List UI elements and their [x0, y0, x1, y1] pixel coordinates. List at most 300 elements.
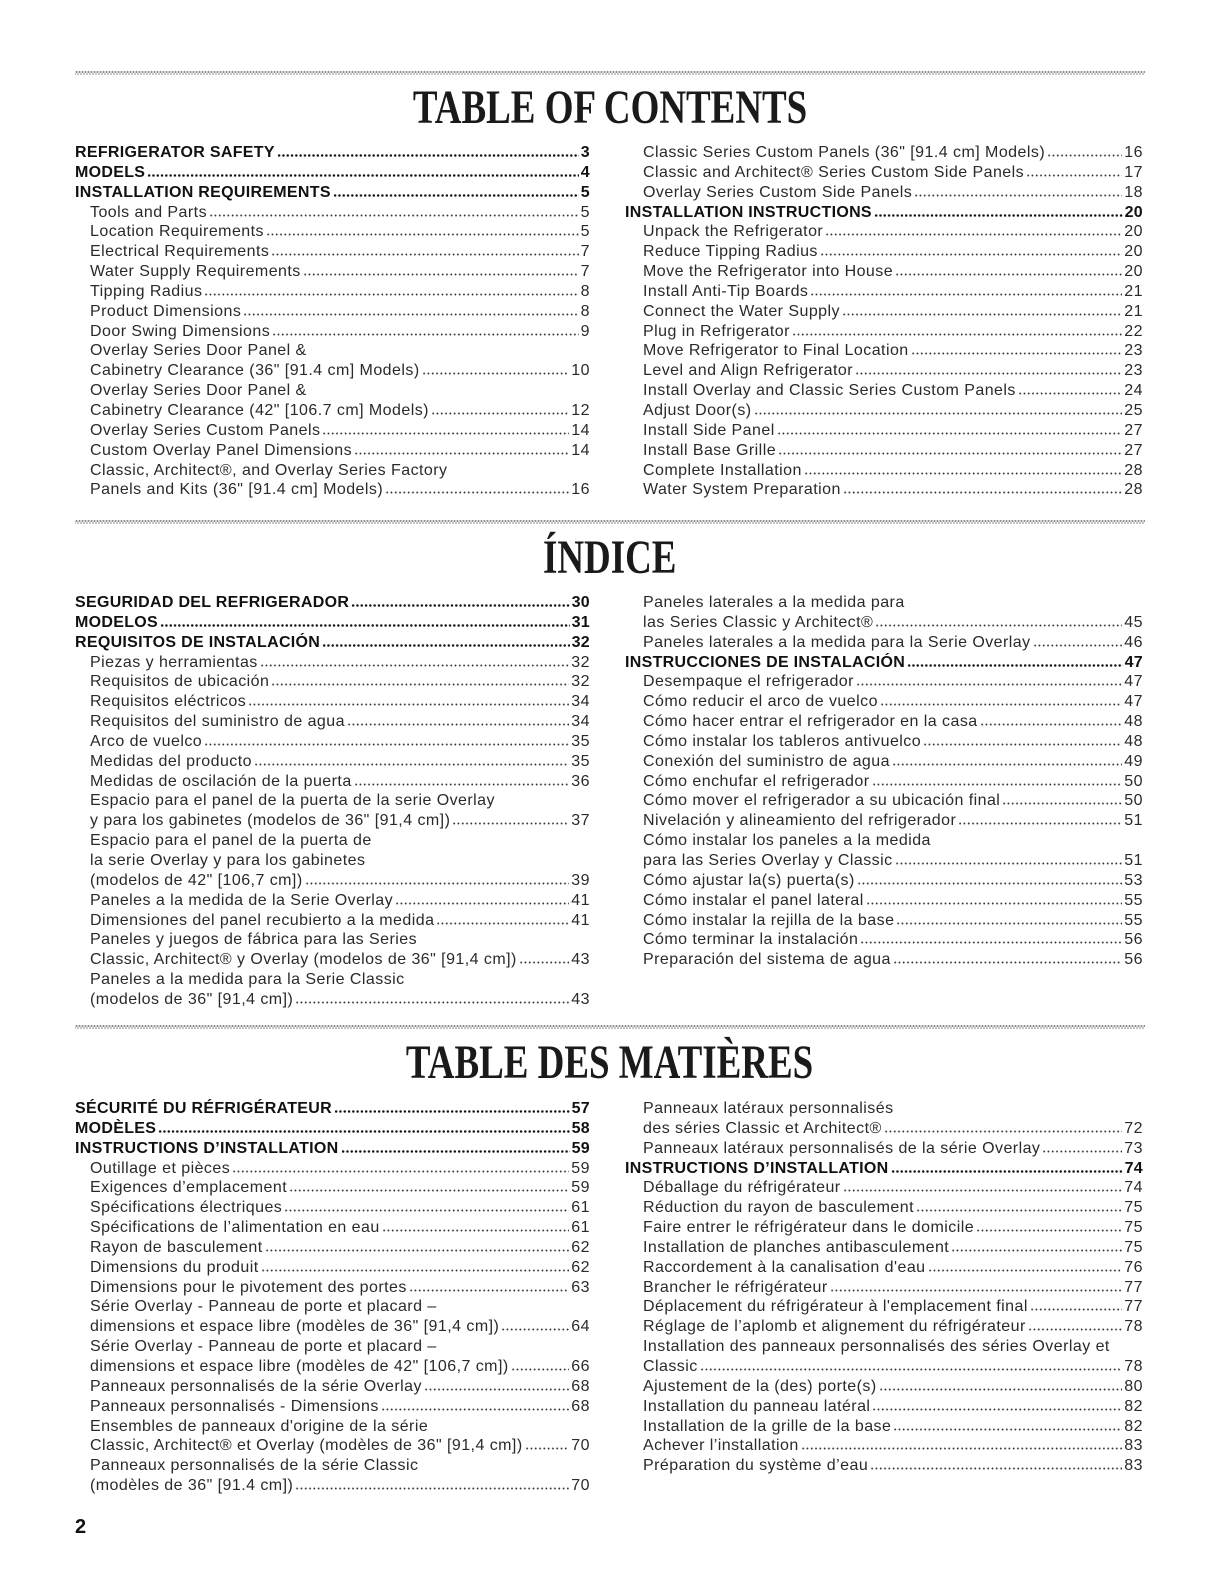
toc-line: [75, 970, 590, 990]
dot-leader: [381, 1408, 570, 1411]
toc-line: [75, 282, 590, 302]
page-reference: 16: [571, 481, 590, 499]
toc-entry: [75, 1218, 590, 1238]
toc-entry: [75, 1198, 590, 1218]
page-reference: 74: [1124, 1179, 1143, 1197]
page-reference: 21: [1124, 302, 1143, 320]
dot-leader: [1028, 1328, 1123, 1331]
page-reference: 41: [571, 891, 590, 909]
toc-line: [75, 381, 590, 401]
toc-title-spanish: [75, 531, 1145, 584]
page-reference: 75: [1124, 1199, 1143, 1217]
toc-line: [75, 203, 590, 223]
toc-entry: [625, 183, 1143, 203]
toc-line: [75, 1297, 590, 1317]
entry-label: Overlay Series Custom Panels: [90, 421, 321, 439]
dot-leader: [951, 1249, 1122, 1252]
page-reference: 50: [1124, 772, 1143, 790]
entry-label: Nivelación y alineamiento del refrigerador: [643, 812, 957, 830]
dot-leader: [895, 862, 1123, 865]
toc-line: [75, 613, 590, 633]
entry-label: Product Dimensions: [90, 302, 242, 320]
dot-leader: [147, 174, 579, 177]
page-reference: 17: [1124, 163, 1143, 181]
dot-leader: [341, 1150, 570, 1153]
toc-column-right: [625, 1099, 1143, 1476]
page-reference: 63: [571, 1278, 590, 1296]
page-reference: 45: [1124, 613, 1143, 631]
dot-leader: [777, 432, 1123, 435]
toc-line: [625, 143, 1143, 163]
toc-entry: [625, 1317, 1143, 1337]
page-reference: 48: [1124, 713, 1143, 731]
toc-entry: [625, 282, 1143, 302]
dot-leader: [980, 723, 1123, 726]
entry-label: Location Requirements: [90, 223, 264, 241]
dot-leader: [872, 1408, 1122, 1411]
toc-line: [75, 891, 590, 911]
toc-entry: [75, 341, 590, 381]
dot-leader: [1030, 1308, 1122, 1311]
entry-label: Cómo instalar la rejilla de la base: [643, 911, 895, 929]
toc-title-english: [75, 81, 1145, 134]
page-reference: 31: [571, 613, 590, 631]
page-reference: 59: [571, 1139, 590, 1157]
toc-line: [625, 672, 1143, 692]
entry-label: Overlay Series Door Panel &: [90, 342, 307, 360]
heading-label: INSTALLATION INSTRUCTIONS: [625, 203, 872, 221]
toc-heading: [75, 183, 590, 203]
page-reference: 64: [571, 1318, 590, 1336]
dot-leader: [916, 1209, 1122, 1212]
page-reference: 72: [1124, 1119, 1143, 1137]
toc-line: [75, 1476, 590, 1496]
toc-line: [625, 692, 1143, 712]
toc-entry: [75, 421, 590, 441]
toc-entry: [625, 871, 1143, 891]
toc-line: [625, 593, 1143, 613]
page-reference: 47: [1124, 653, 1143, 671]
toc-line: [75, 1436, 590, 1456]
entry-label: Custom Overlay Panel Dimensions: [90, 441, 353, 459]
page-reference: 56: [1124, 931, 1143, 949]
toc-line: [625, 381, 1143, 401]
toc-entry: [625, 1397, 1143, 1417]
toc-line: [75, 1159, 590, 1179]
heading-label: SEGURIDAD DEL REFRIGERADOR: [75, 594, 350, 611]
entry-label: Cómo reducir el arco de vuelco: [643, 693, 878, 711]
entry-label: Série Overlay - Panneau de porte et placard –: [90, 1298, 437, 1316]
dot-leader: [525, 1447, 570, 1450]
heading-label: INSTRUCTIONS D’INSTALLATION: [75, 1139, 339, 1157]
dot-leader: [305, 882, 570, 885]
toc-entry: [625, 772, 1143, 792]
toc-line: [625, 891, 1143, 911]
entry-label: Déballage du réfrigérateur: [643, 1179, 841, 1197]
toc-entry: [625, 322, 1143, 342]
entry-label: Préparation du système d’eau: [643, 1457, 869, 1475]
page-reference: 7: [580, 263, 590, 281]
toc-line: [75, 341, 590, 361]
dot-leader: [866, 902, 1123, 905]
dot-leader: [1033, 644, 1123, 647]
toc-line: [625, 302, 1143, 322]
toc-entry: [625, 1198, 1143, 1218]
toc-entry: [625, 143, 1143, 163]
entry-label: Faire entrer le réfrigérateur dans le domicile: [643, 1219, 975, 1237]
dot-leader: [1002, 802, 1122, 805]
entry-label: Cómo instalar el panel lateral: [643, 891, 864, 909]
page-reference: 47: [1124, 693, 1143, 711]
page-reference: 74: [1124, 1159, 1143, 1177]
entry-label: Panneaux latéraux personnalisés: [643, 1100, 894, 1117]
page-reference: 76: [1124, 1258, 1143, 1276]
toc-line: [625, 1436, 1143, 1456]
entry-label: Panneaux latéraux personnalisés de la série Overlay: [643, 1139, 1041, 1157]
dot-leader: [976, 1229, 1122, 1232]
page-reference: 66: [571, 1357, 590, 1375]
page-reference: 32: [571, 633, 590, 651]
page-reference: 77: [1124, 1278, 1143, 1296]
entry-label: Cómo hacer entrar el refrigerador en la casa: [643, 713, 978, 731]
toc-line: [625, 1238, 1143, 1258]
toc-entry: [625, 461, 1143, 481]
page-reference: 77: [1124, 1298, 1143, 1316]
entry-label: des séries Classic et Architect®: [643, 1119, 882, 1137]
page-reference: 80: [1124, 1377, 1143, 1395]
dot-leader: [261, 1269, 570, 1272]
toc-line: [75, 302, 590, 322]
dot-leader: [354, 452, 569, 455]
page-reference: 73: [1124, 1139, 1143, 1157]
toc-heading: [75, 1099, 590, 1119]
toc-line: [75, 1317, 590, 1337]
entry-label: Install Base Grille: [643, 441, 777, 459]
page-reference: 12: [571, 401, 590, 419]
toc-line: [75, 1139, 590, 1159]
dot-leader: [395, 902, 569, 905]
entry-label: Espacio para el panel de la puerta de la serie Overlay: [90, 792, 495, 810]
entry-label: Cómo terminar la instalación: [643, 931, 859, 949]
toc-entry: [625, 401, 1143, 421]
dot-leader: [266, 233, 579, 236]
toc-line: [75, 831, 590, 851]
toc-line: [625, 1456, 1143, 1476]
page-reference: 62: [571, 1258, 590, 1276]
toc-line: [625, 1198, 1143, 1218]
toc-line: [625, 1159, 1143, 1179]
dot-leader: [857, 882, 1123, 885]
dot-leader: [501, 1328, 569, 1331]
toc-line: [625, 1178, 1143, 1198]
toc-line: [75, 593, 590, 613]
toc-line: [75, 732, 590, 752]
toc-entry: [75, 1297, 590, 1337]
toc-entry: [625, 1377, 1143, 1397]
page-reference: 41: [571, 911, 590, 929]
toc-line: [625, 282, 1143, 302]
toc-entry: [625, 341, 1143, 361]
entry-label: Déplacement du réfrigérateur à l'emplacement final: [643, 1298, 1028, 1316]
toc-line: [625, 950, 1143, 970]
toc-line: [625, 1377, 1143, 1397]
entry-label: Electrical Requirements: [90, 243, 270, 261]
toc-line: [75, 1377, 590, 1397]
entry-label: Cabinetry Clearance (42" [106.7 cm] Models): [90, 401, 429, 419]
toc-heading: [75, 1139, 590, 1159]
page-reference: 21: [1124, 282, 1143, 300]
page-reference: 62: [571, 1238, 590, 1256]
toc-entry: [75, 322, 590, 342]
page-reference: 34: [571, 713, 590, 731]
dot-leader: [754, 412, 1123, 415]
entry-label: Spécifications de l’alimentation en eau: [90, 1219, 380, 1237]
dot-leader: [792, 333, 1122, 336]
dot-leader: [830, 1289, 1123, 1292]
toc-heading: [75, 613, 590, 633]
dot-leader: [892, 763, 1122, 766]
entry-label: Arco de vuelco: [90, 732, 203, 750]
page-reference: 35: [571, 752, 590, 770]
toc-line: [75, 1417, 590, 1437]
entry-label: Level and Align Refrigerator: [643, 362, 854, 380]
toc-entry: [75, 692, 590, 712]
toc-entry: [75, 242, 590, 262]
toc-entry: [75, 970, 590, 1010]
entry-label: Série Overlay - Panneau de porte et placard –: [90, 1338, 437, 1356]
toc-line: [75, 401, 590, 421]
toc-entry: [625, 1258, 1143, 1278]
page-reference: 28: [1124, 481, 1143, 499]
toc-entry: [75, 203, 590, 223]
page-reference: 70: [571, 1437, 590, 1455]
page-reference: 82: [1124, 1417, 1143, 1435]
entry-label: Achever l’installation: [643, 1437, 799, 1455]
entry-label: Paneles laterales a la medida para: [643, 594, 905, 611]
dot-leader: [422, 372, 570, 375]
toc-heading: [75, 633, 590, 653]
page-reference: 23: [1124, 342, 1143, 360]
dot-leader: [271, 253, 578, 256]
dot-leader: [879, 1388, 1123, 1391]
toc-line: [75, 143, 590, 163]
toc-entry: [625, 1297, 1143, 1317]
toc-entry: [75, 712, 590, 732]
toc-line: [75, 242, 590, 262]
toc-line: [75, 461, 590, 481]
dot-leader: [893, 961, 1122, 964]
page-reference: 47: [1124, 673, 1143, 691]
section-divider: [75, 71, 1145, 75]
toc-line: [75, 361, 590, 381]
entry-label: Ensembles de panneaux d'origine de la série: [90, 1417, 429, 1435]
entry-label: dimensions et espace libre (modèles de 36" [91,4 cm]): [90, 1318, 500, 1336]
page-reference: 59: [571, 1159, 590, 1177]
dot-leader: [409, 1289, 569, 1292]
page-reference: 50: [1124, 792, 1143, 810]
toc-entry: [625, 1417, 1143, 1437]
dot-leader: [382, 1229, 570, 1232]
dot-leader: [436, 922, 569, 925]
section-divider: [75, 1025, 1145, 1029]
entry-label: Water Supply Requirements: [90, 263, 301, 281]
heading-label: SÉCURITÉ DU RÉFRIGÉRATEUR: [75, 1100, 332, 1117]
toc-line: [625, 613, 1143, 633]
entry-label: Panneaux personnalisés - Dimensions: [90, 1397, 379, 1415]
dot-leader: [289, 1189, 569, 1192]
toc-line: [75, 1218, 590, 1238]
toc-line: [75, 653, 590, 673]
toc-line: [625, 930, 1143, 950]
toc-entry: [625, 732, 1143, 752]
page-reference: 34: [571, 693, 590, 711]
page-reference: 20: [1124, 203, 1143, 221]
toc-line: [625, 262, 1143, 282]
page-reference: 20: [1124, 223, 1143, 241]
toc-entry: [625, 633, 1143, 653]
dot-leader: [511, 1368, 570, 1371]
dot-leader: [333, 194, 579, 197]
dot-leader: [204, 293, 578, 296]
page-reference: 55: [1124, 911, 1143, 929]
entry-label: Door Swing Dimensions: [90, 322, 271, 340]
page-reference: 61: [571, 1219, 590, 1237]
toc-line: [75, 1278, 590, 1298]
entry-label: Paneles y juegos de fábrica para las Series: [90, 931, 418, 949]
page-reference: 36: [571, 772, 590, 790]
toc-entry: [75, 1417, 590, 1457]
toc-entry: [625, 381, 1143, 401]
toc-entry: [625, 593, 1143, 633]
toc-line: [75, 930, 590, 950]
toc-line: [75, 712, 590, 732]
page-reference: 75: [1124, 1238, 1143, 1256]
toc-entry: [625, 421, 1143, 441]
dot-leader: [874, 214, 1123, 217]
dot-leader: [923, 743, 1122, 746]
dot-leader: [1047, 154, 1122, 157]
page-reference: 39: [571, 871, 590, 889]
dot-leader: [347, 723, 569, 726]
entry-label: (modelos de 42" [106,7 cm]): [90, 871, 303, 889]
toc-entry: [625, 242, 1143, 262]
entry-label: Medidas de oscilación de la puerta: [90, 772, 352, 790]
toc-line: [625, 1099, 1143, 1119]
page-reference: 75: [1124, 1219, 1143, 1237]
dot-leader: [842, 313, 1122, 316]
toc-line: [625, 1139, 1143, 1159]
page-reference: 78: [1124, 1318, 1143, 1336]
toc-entry: [625, 791, 1143, 811]
toc-line: [625, 203, 1143, 223]
toc-entry: [75, 1337, 590, 1377]
toc-line: [75, 811, 590, 831]
toc-entry: [75, 891, 590, 911]
entry-label: Paneles a la medida para la Serie Classic: [90, 971, 405, 989]
page-reference: 83: [1124, 1437, 1143, 1455]
page-reference: 16: [1124, 144, 1143, 161]
toc-entry: [625, 480, 1143, 500]
toc-heading: [75, 163, 590, 183]
toc-heading: [75, 143, 590, 163]
toc-entry: [75, 262, 590, 282]
toc-line: [75, 851, 590, 871]
toc-line: [75, 1119, 590, 1139]
dot-leader: [801, 1447, 1123, 1450]
toc-line: [75, 692, 590, 712]
page-reference: 7: [580, 243, 590, 261]
entry-label: Water System Preparation: [643, 481, 841, 499]
toc-entry: [75, 930, 590, 970]
page-reference: 3: [580, 144, 590, 161]
toc-entry: [625, 1218, 1143, 1238]
dot-leader: [158, 1130, 569, 1133]
page-reference: 4: [580, 163, 590, 181]
toc-column-left: [75, 1099, 590, 1496]
page-reference: 51: [1124, 812, 1143, 830]
toc-line: [75, 1258, 590, 1278]
toc-heading: [625, 1159, 1143, 1179]
entry-label: Requisitos del suministro de agua: [90, 713, 345, 731]
toc-column-right: [625, 593, 1143, 970]
entry-label: Réglage de l’aplomb et alignement du réfrigérateur: [643, 1318, 1026, 1336]
entry-label: Installation des panneaux personnalisés des séries Overlay et: [643, 1338, 1110, 1356]
dot-leader: [804, 472, 1122, 475]
toc-line: [75, 990, 590, 1010]
page-reference: 8: [580, 282, 590, 300]
toc-entry: [75, 1238, 590, 1258]
toc-entry: [75, 672, 590, 692]
toc-line: [75, 633, 590, 653]
page-reference: 49: [1124, 752, 1143, 770]
section-title: TABLE DES MATIÈRES: [406, 1036, 814, 1089]
toc-line: [625, 831, 1143, 851]
toc-entry: [625, 891, 1143, 911]
entry-label: Adjust Door(s): [643, 401, 752, 419]
page-reference: 43: [571, 951, 590, 969]
toc-entry: [75, 911, 590, 931]
dot-leader: [284, 1209, 569, 1212]
heading-label: MODÈLES: [75, 1119, 157, 1137]
dot-leader: [248, 703, 569, 706]
page-reference: 8: [580, 302, 590, 320]
toc-line: [75, 672, 590, 692]
dot-leader: [820, 253, 1122, 256]
entry-label: Cómo ajustar la(s) puerta(s): [643, 871, 855, 889]
dot-leader: [896, 922, 1122, 925]
entry-label: las Series Classic y Architect®: [643, 613, 874, 631]
entry-label: Cómo instalar los paneles a la medida: [643, 832, 931, 850]
section-title: TABLE OF CONTENTS: [412, 81, 808, 134]
page-reference: 20: [1124, 263, 1143, 281]
toc-line: [625, 1119, 1143, 1139]
dot-leader: [778, 452, 1122, 455]
toc-line: [625, 851, 1143, 871]
entry-label: Classic, Architect® y Overlay (modelos de 36" [91,4 cm]): [90, 951, 517, 969]
dot-leader: [295, 1001, 569, 1004]
toc-entry: [625, 1099, 1143, 1139]
toc-entry: [75, 1377, 590, 1397]
entry-label: Tools and Parts: [90, 203, 208, 221]
page-reference: 23: [1124, 362, 1143, 380]
dot-leader: [243, 313, 578, 316]
page-reference: 58: [571, 1119, 590, 1137]
toc-line: [75, 163, 590, 183]
page-reference: 24: [1124, 382, 1143, 400]
entry-label: Overlay Series Door Panel &: [90, 382, 307, 400]
toc-line: [625, 1258, 1143, 1278]
dot-leader: [907, 664, 1122, 667]
